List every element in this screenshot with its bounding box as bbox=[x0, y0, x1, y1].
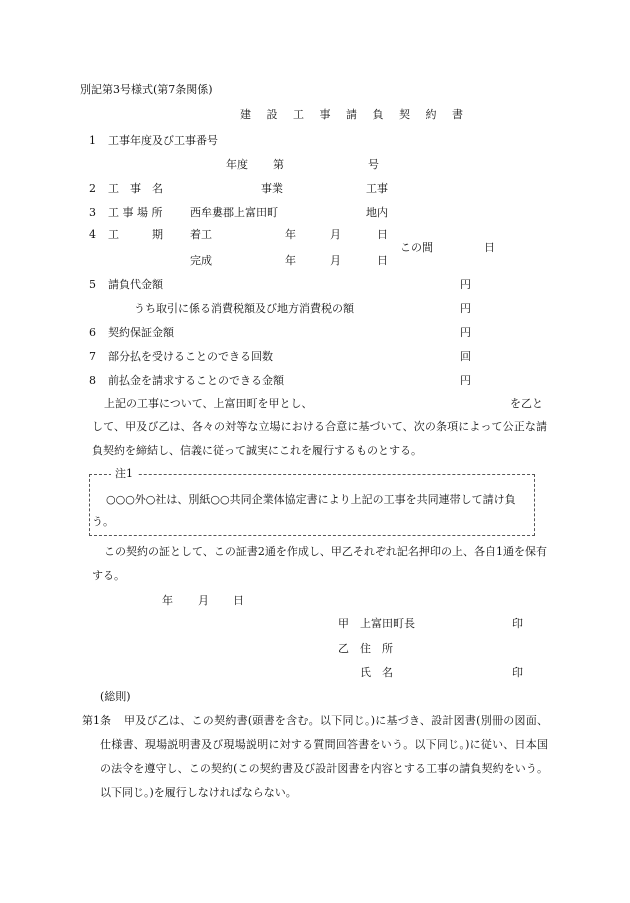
note-text: ○○○外○社は、別紙○○共同企業体協定書により上記の工事を共同連帯して請け負う。 bbox=[92, 493, 516, 528]
item1-go: 号 bbox=[368, 158, 379, 171]
item1-nendo: 年度 bbox=[226, 158, 248, 171]
item7-number: 7 bbox=[89, 350, 96, 363]
item4-days: 日 bbox=[484, 241, 495, 254]
seal-2: 印 bbox=[512, 666, 523, 679]
item7-unit: 回 bbox=[460, 350, 471, 363]
item2-number: 2 bbox=[89, 182, 96, 195]
item8-number: 8 bbox=[89, 374, 96, 387]
item1-label: 工事年度及び工事番号 bbox=[108, 134, 218, 147]
item3-label: 工 事 場 所 bbox=[108, 206, 163, 219]
item4-end: 完成 bbox=[190, 254, 212, 267]
date-hi: 日 bbox=[233, 594, 244, 607]
item4-number: 4 bbox=[89, 228, 96, 241]
item4-start-nen: 年 bbox=[285, 228, 296, 241]
item1-number: 1 bbox=[89, 134, 96, 147]
item8-label: 前払金を請求することのできる金額 bbox=[108, 374, 284, 387]
item3-number: 3 bbox=[89, 206, 96, 219]
article-number: 第1条 bbox=[82, 714, 111, 727]
item3-chinai: 地内 bbox=[366, 206, 388, 219]
item5-sub-label: うち取引に係る消費税額及び地方消費税の額 bbox=[134, 302, 354, 315]
para1-rest: して、甲及び乙は、各々の対等な立場における合意に基づいて、次の条項によって公正な請負契約を締結し、信義に従って誠実にこれを履行するものとする。 bbox=[92, 420, 547, 457]
date-nen: 年 bbox=[162, 594, 173, 607]
item2-jigyo: 事業 bbox=[261, 182, 283, 195]
item6-number: 6 bbox=[89, 326, 96, 339]
para1-first: 上記の工事について、上富田町を甲とし、 bbox=[104, 397, 313, 410]
item6-label: 契約保証金額 bbox=[108, 326, 174, 339]
article-heading: (総則) bbox=[100, 690, 131, 703]
item1-dai: 第 bbox=[273, 158, 284, 171]
item7-label: 部分払を受けることのできる回数 bbox=[108, 350, 273, 363]
item2-koji: 工事 bbox=[366, 182, 388, 195]
date-tsuki: 月 bbox=[198, 594, 209, 607]
sig-otsu: 乙 bbox=[338, 642, 349, 655]
sig-name: 氏 名 bbox=[360, 666, 393, 679]
item4-start-hi: 日 bbox=[377, 228, 388, 241]
para2: この契約の証として、この証書2通を作成し、甲乙それぞれ記名押印の上、各自1通を保有する。 bbox=[92, 545, 547, 582]
item5-number: 5 bbox=[89, 278, 96, 291]
item4-between: この間 bbox=[400, 241, 433, 254]
sig-address: 住 所 bbox=[360, 642, 393, 655]
item6-unit: 円 bbox=[460, 326, 471, 339]
item4-end-hi: 日 bbox=[377, 254, 388, 267]
item4-start: 着工 bbox=[190, 228, 212, 241]
note-label: 注1 bbox=[111, 467, 137, 481]
item4-end-tsuki: 月 bbox=[330, 254, 341, 267]
document-title: 建 設 工 事 請 負 契 約 書 bbox=[240, 108, 469, 121]
item8-unit: 円 bbox=[460, 374, 471, 387]
para1-otsu: を乙と bbox=[510, 397, 543, 410]
item2-label: 工 事 名 bbox=[108, 182, 163, 195]
item5-unit: 円 bbox=[460, 278, 471, 291]
item4-label: 工 期 bbox=[108, 228, 163, 241]
item5-label: 請負代金額 bbox=[108, 278, 163, 291]
item5-sub-unit: 円 bbox=[460, 302, 471, 315]
article-text: 甲及び乙は、この契約書(頭書を含む。以下同じ。)に基づき、設計図書(別冊の図面、仕様書、現場説明書及び現場説明に対する質問回答書をいう。以下同じ。)に従い、日本国の法令を遵守し、この契約(この契約書及び設計図書を内容とする工事の請負契約をいう。以下同じ。)を履行しなければならない。 bbox=[100, 714, 548, 799]
sig-kou-name: 上富田町長 bbox=[360, 617, 415, 630]
sig-kou: 甲 bbox=[338, 617, 349, 630]
item4-end-nen: 年 bbox=[285, 254, 296, 267]
seal-1: 印 bbox=[512, 617, 523, 630]
item3-place: 西牟婁郡上富田町 bbox=[190, 206, 278, 219]
item4-start-tsuki: 月 bbox=[330, 228, 341, 241]
form-reference: 別記第3号様式(第7条関係) bbox=[80, 83, 213, 96]
